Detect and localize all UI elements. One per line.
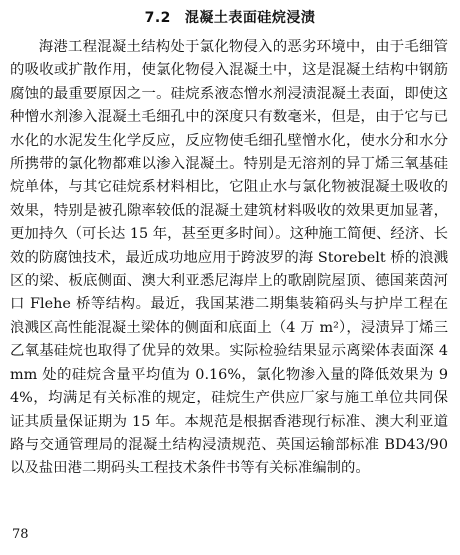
body-paragraph: 海港工程混凝土结构处于氯化物侵入的恶劣环境中，由于毛细管的吸收或扩散作用，使氯化物侵入混凝土中，这是混凝土结构中钢筋腐蚀的最重要原因之一。硅烷系液态憎水剂浸渍混凝土表面，即使这种憎水剂渗入混凝土毛细孔中的深度只有数毫米，但是，由于它与已水化的水泥发生化学反应，反应物使毛细孔壁憎水化，使水分和水分所携带的氯化物都难以渗入混凝土。特别是无溶剂的异丁烯三氧基硅烷单体，与其它硅烷系材料相比，它阻止水与氯化物被混凝土吸收的效果，特别是被孔隙率较低的混凝土建筑材料吸收的效果更加显著，更加持久（可长达 15 年，甚至更多时间）。这种施工简便、经济、长效的防腐蚀技术，最近成功地应用于跨波罗的海 Storebelt 桥的浪溅区的梁、板底侧面、澳大利亚悉尼海岸上的歌剧院屋顶、德国莱茵河口 Flehe 桥等结构。最近，我国某港二期集装箱码头与护岸工程在浪溅区高性能混凝土梁体的侧面和底面上（4 万 m²），浸渍异丁烯三乙氧基硅烷也取得了优异的效果。实际检验结果显示离梁体表面深 4mm 处的硅烷含量平均值为 0.16%，氯化物渗入量的降低效果为 94%，均满足有关标准的规定，硅烷生产供应厂家与施工单位共同保证其质量保证期为 15 年。本规范是根据香港现行标准、澳大利亚道路与交通管理局的混凝土结构浸渍规范、英国运输部标准 BD43/90 以及盐田港二期码头工程技术条件书等有关标准编制的。 — [10, 39, 448, 477]
section-number: 7.2 — [144, 10, 171, 26]
section-title: 混凝土表面硅烷浸渍 — [184, 10, 316, 26]
page-number: 78 — [12, 527, 29, 542]
section-heading — [0, 9, 460, 27]
